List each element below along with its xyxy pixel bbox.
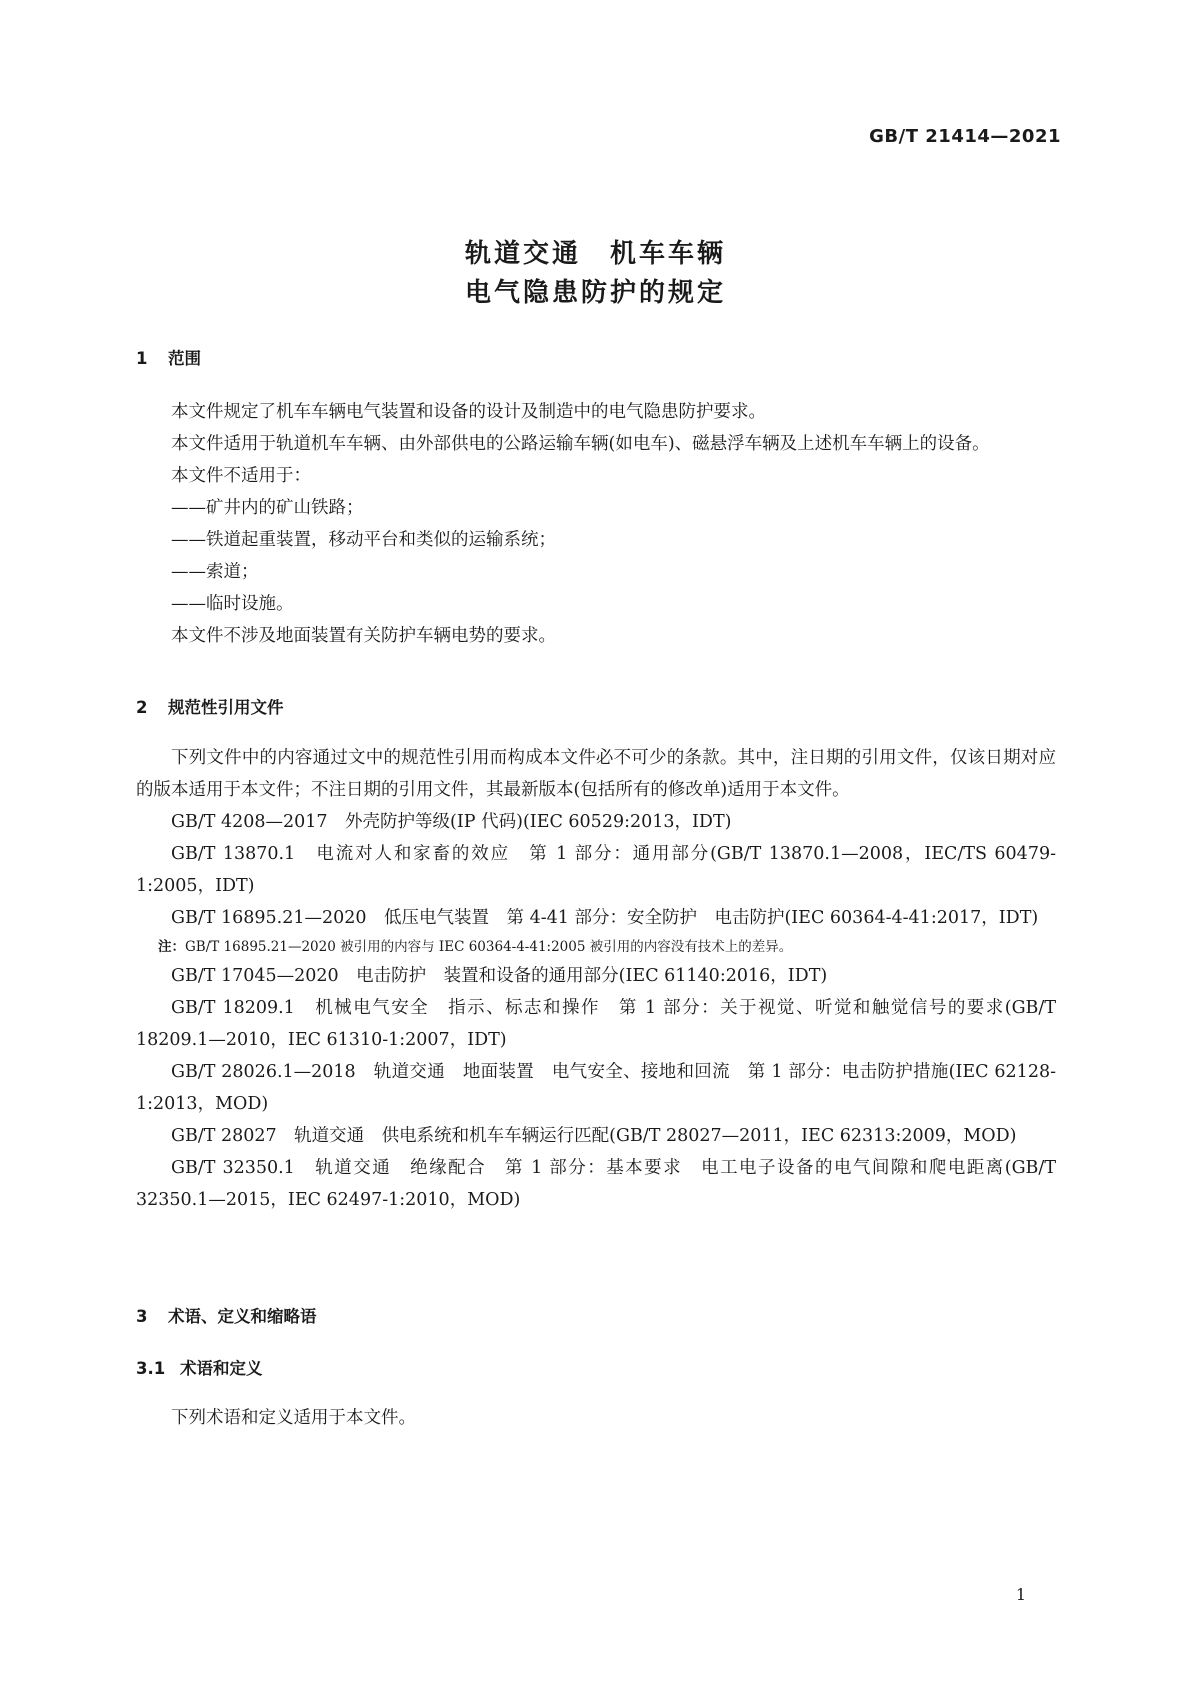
reference-item: GB/T 18209.1 机械电气安全 指示、标志和操作 第 1 部分：关于视觉、听觉和触觉信号的要求(GB/T 18209.1—2010，IEC 61310-1:2007，IDT) [136,998,1056,1050]
list-item: ——临时设施。 [171,594,294,614]
paragraph: 本文件规定了机车车辆电气装置和设备的设计及制造中的电气隐患防护要求。 [171,402,766,422]
subsection-3-1-body [136,1402,1056,1434]
paragraph: 下列文件中的内容通过文中的规范性引用而构成本文件必不可少的条款。其中，注日期的引用文件，仅该日期对应的版本适用于本文件；不注日期的引用文件，其最新版本(包括所有的修改单)适用于本文件。 [136,748,1056,800]
list-item: ——矿井内的矿山铁路； [171,498,364,518]
document-title-line2: 电气隐患防护的规定 [464,278,726,308]
paragraph: 本文件不适用于： [171,466,311,486]
reference-item: GB/T 28026.1—2018 轨道交通 地面装置 电气安全、接地和回流 第 1 部分：电击防护措施(IEC 62128-1:2013，MOD) [136,1062,1056,1114]
note-label: 注： [158,939,185,955]
reference-item: GB/T 28027 轨道交通 供电系统和机车车辆运行匹配(GB/T 28027—2011，IEC 62313:2009，MOD) [171,1126,1017,1146]
section-title: 术语、定义和缩略语 [168,1307,317,1326]
subsection-number: 3.1 [136,1359,166,1378]
document-title-line1: 轨道交通 机车车辆 [464,239,726,269]
note-text: GB/T 16895.21—2020 被引用的内容与 IEC 60364-4-41:2005 被引用的内容没有技术上的差异。 [185,939,793,955]
section-1-heading [136,345,201,369]
reference-item: GB/T 17045—2020 电击防护 装置和设备的通用部分(IEC 61140:2016，IDT) [171,966,828,986]
reference-item: GB/T 16895.21—2020 低压电气装置 第 4-41 部分：安全防护 电击防护(IEC 60364-4-41:2017，IDT) [171,908,1039,928]
section-2-body [136,742,1056,1216]
page-number: 1 [1015,1585,1026,1604]
section-number: 1 [136,349,148,368]
section-number: 3 [136,1307,148,1326]
paragraph: 本文件不涉及地面装置有关防护车辆电势的要求。 [171,626,556,646]
subsection-title: 术语和定义 [180,1359,263,1378]
paragraph: 下列术语和定义适用于本文件。 [171,1408,416,1428]
section-number: 2 [136,698,148,717]
reference-item: GB/T 13870.1 电流对人和家畜的效应 第 1 部分：通用部分(GB/T 13870.1—2008，IEC/TS 60479-1:2005，IDT) [136,844,1056,896]
section-title: 范围 [168,349,201,368]
section-3-heading [136,1303,317,1327]
section-title: 规范性引用文件 [168,698,284,717]
reference-item: GB/T 4208—2017 外壳防护等级(IP 代码)(IEC 60529:2013，IDT) [171,812,732,832]
list-item: ——索道； [171,562,259,582]
subsection-3-1-heading [136,1355,263,1379]
standard-number: GB/T 21414—2021 [869,126,1061,147]
section-1-body [136,396,1056,652]
section-2-heading [136,694,284,718]
reference-item: GB/T 32350.1 轨道交通 绝缘配合 第 1 部分：基本要求 电工电子设备的电气间隙和爬电距离(GB/T 32350.1—2015，IEC 62497-1:2010，MOD) [136,1158,1056,1210]
list-item: ——铁道起重装置，移动平台和类似的运输系统； [171,530,556,550]
paragraph: 本文件适用于轨道机车车辆、由外部供电的公路运输车辆(如电车)、磁悬浮车辆及上述机车车辆上的设备。 [171,434,990,454]
note [136,934,1056,960]
